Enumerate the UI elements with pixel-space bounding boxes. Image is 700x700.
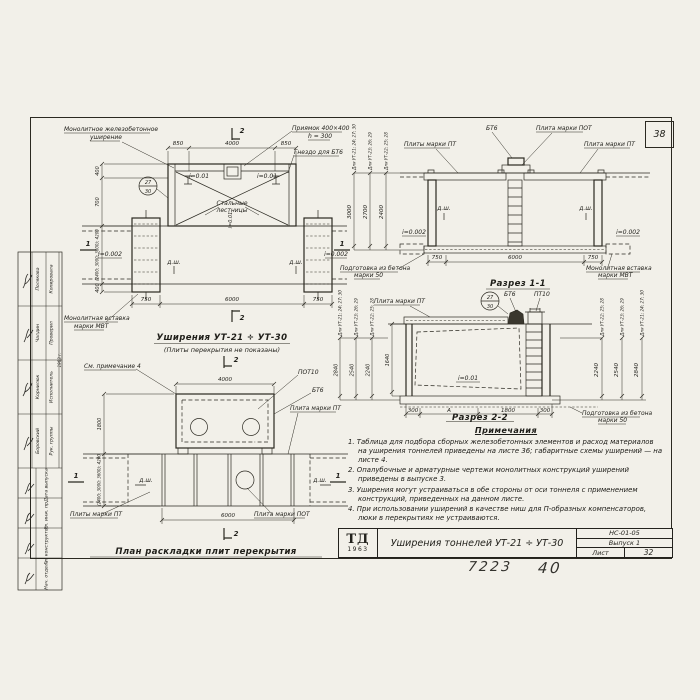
dim-label: 750 (587, 255, 599, 261)
label-plates-pt: Плиты марки ПТ (70, 511, 123, 518)
label-prep-2: марки 50 (354, 272, 384, 279)
plan-slabs-panel (58, 354, 353, 564)
issue-number: Выпуск 1 (577, 539, 672, 549)
section-mark-2: 2 (233, 356, 239, 364)
dim-label: 1800 (97, 417, 103, 431)
height-col-label: Для УТ-23; 26; 29 (367, 132, 373, 170)
height-col-label: Для УТ-22; 25; 28 (383, 132, 389, 170)
label-ladders: Стальные (216, 200, 248, 207)
section-mark-1: 1 (73, 472, 79, 480)
note-item: 1. Таблица для подбора сборных железобетонных элементов и расход материалов на уширения тоннелей приведены на листе 36; габаритные схемы уширений — на листе 4. (348, 438, 663, 465)
height-value: 2240 (594, 363, 600, 377)
label-note-ref: См. примечание 4 (84, 363, 141, 370)
detail-mark-bottom: 30 (486, 304, 494, 310)
height-col-label: Для УТ-21; 24; 27; 30 (351, 124, 357, 170)
dim-label: 4000 (225, 141, 239, 147)
label-deform-seam: д.ш. (313, 477, 327, 484)
label-deform-seam: д.ш. (139, 477, 153, 484)
label-plate-pt: Плита марки ПТ (584, 141, 635, 148)
height-value: 2840 (333, 363, 340, 377)
label-prep: Подготовка из бетона (340, 265, 411, 272)
section-1-1-panel (340, 118, 675, 290)
detail-mark-top: 27 (486, 295, 494, 301)
label-plate-pot: Плита марки ПОТ (254, 511, 310, 518)
corner-number: 38 (653, 129, 666, 140)
signature-stamp (16, 252, 64, 592)
stamp-name: Полякова (36, 267, 41, 291)
stamp-role: Рук. группы (49, 426, 55, 456)
height-value: 2540 (349, 363, 356, 377)
title-block (338, 528, 673, 558)
stamp-role: Копировала (49, 264, 55, 294)
sheet-row (577, 548, 672, 557)
section-2-2-panel (330, 288, 675, 424)
label-plate-pot: Плита марки ПОТ (536, 125, 592, 132)
label-slope: i=0.01 (256, 173, 278, 180)
section-title: Разрез 2-2 (451, 413, 509, 423)
plan-title: План раскладки плит перекрытия (115, 547, 297, 557)
stamp-role: Гл. инж. пр. (44, 500, 50, 530)
label-widening: Монолитное железобетонное (64, 126, 159, 133)
label-ladders-2: лестницы (216, 207, 248, 214)
notes-section (348, 426, 664, 524)
dim-label: 400 (95, 166, 101, 176)
organization-logo (339, 529, 378, 557)
height-value: 3000 (347, 205, 353, 219)
height-col-label: Для УТ-22; 25; 28 (369, 298, 375, 336)
dim-label: 6000 (225, 297, 239, 303)
dim-label: 300 (407, 408, 419, 414)
section-mark-1: 1 (335, 472, 341, 480)
label-plate-pt: Плита марки ПТ (374, 298, 425, 305)
label-insert-2: марки МВТ (74, 323, 109, 330)
section-mark-1: 1 (339, 240, 345, 248)
label-slope-center: i=0.01 (228, 211, 234, 229)
dim-label: 850 (280, 141, 292, 147)
label-pot10: ПОТ10 (298, 369, 319, 376)
stamp-role: Дата выпуска (44, 468, 50, 502)
label-socket-bt6: Гнездо для БТ6 (294, 149, 343, 156)
note-item: 3. Уширения могут устраиваться в обе стороны от оси тоннеля с применением конструкций, приведенных на данном листе. (348, 485, 638, 503)
label-pit: Приямок 400×400 (292, 125, 350, 132)
label-bt6: БТ6 (486, 125, 498, 132)
label-insert-2: марки МВТ (598, 272, 633, 279)
label-prep: Подготовка из бетона (582, 410, 653, 417)
dim-label: (2400; 3000; 3600); 4200 (94, 229, 100, 281)
height-col-label: Для УТ-22; 25; 28 (599, 298, 605, 336)
dim-label: 400 (95, 283, 101, 293)
label-slope: i=0.002 (616, 229, 640, 236)
section-mark-1: 1 (85, 240, 91, 248)
dim-label: 750 (140, 297, 152, 303)
height-value: 2400 (379, 205, 385, 219)
drawing-title: Уширения тоннелей УТ-21 ÷ УТ-30 (378, 529, 577, 557)
label-slope-right: i=0.002 (324, 251, 348, 258)
label-deform-seam: д.ш. (437, 205, 451, 212)
height-col-label: Для УТ-23; 26; 29 (353, 298, 359, 336)
sheet-label: Лист (592, 548, 609, 557)
section-mark-2: 2 (233, 530, 239, 538)
stamp-role: Проверил (49, 321, 55, 345)
logo-letters: ТД (346, 531, 370, 547)
label-slope: i=0.002 (402, 229, 426, 236)
plan-slabs-drawing (68, 356, 348, 557)
dim-label: 750 (312, 297, 324, 303)
height-col-label: Для УТ-23; 26; 29 (619, 298, 625, 336)
signature-marks (23, 274, 34, 584)
height-value: 2700 (363, 205, 369, 219)
plan-widening-drawing (64, 128, 350, 344)
stamp-role: Гл. конструктор (44, 525, 50, 565)
label-plate-pt: Плита марки ПТ (290, 405, 341, 412)
label-plates-pt: Плиты марки ПТ (404, 141, 457, 148)
label-widening-2: уширение (90, 134, 122, 141)
sheet-number: 32 (624, 548, 672, 557)
logo-year: 1963 (347, 545, 369, 553)
plan-title: Уширения УТ-21 ÷ УТ-30 (156, 333, 288, 343)
handwritten-code: 7223 (467, 559, 514, 575)
height-value: 2240 (365, 363, 372, 377)
label-deform-seam: д.ш. (579, 205, 593, 212)
label-deform-seam: д.ш. (167, 259, 181, 266)
height-value: 2840 (634, 363, 640, 377)
height-col-label: Для УТ-21; 24; 27; 30 (639, 290, 645, 336)
label-bt6: БТ6 (504, 291, 516, 298)
detail-mark-bottom: 30 (144, 189, 152, 195)
label-insert: Монолитная вставка (586, 265, 652, 272)
dim-label: 1800 (501, 408, 515, 414)
label-insert: Монолитная вставка (64, 315, 130, 322)
stamp-name: Чалдин (36, 323, 41, 343)
dim-label: 750 (431, 255, 443, 261)
label-deform-seam: д.ш. (289, 259, 303, 266)
height-col-label: Для УТ-21; 24; 27; 30 (337, 290, 343, 336)
section-mark-2: 2 (239, 127, 245, 135)
stamp-year: 1963 г. (56, 352, 62, 368)
label-bt6: БТ6 (312, 387, 324, 394)
document-code: НС-01-05 (577, 529, 672, 539)
section-mark-2: 2 (239, 314, 245, 322)
stamp-role: Нач. отдела (44, 560, 50, 590)
dim-label: 300 (539, 408, 551, 414)
plan-subtitle: (Плиты перекрытия не показаны) (163, 346, 281, 354)
notes-title: Примечания (474, 426, 538, 435)
dim-label: А (447, 408, 451, 414)
note-item: 4. При использовании уширений в качестве ниш для П-образных компенсаторов, люки в перекрытиях не устраиваются. (348, 504, 647, 522)
height-value: 2540 (614, 363, 620, 377)
label-slope-left: i=0.002 (98, 251, 122, 258)
title-block-right (577, 529, 672, 557)
dim-label: 700 (95, 197, 101, 207)
dim-label: 1640 (385, 353, 391, 367)
label-pt10: ПТ10 (534, 291, 550, 298)
stamp-role: Исполнитель (49, 371, 55, 403)
label-slope: i=0.01 (188, 173, 210, 180)
stamp-name: Корнилюк (36, 374, 41, 400)
dim-label: 4000 (218, 377, 232, 383)
label-pit-2: h = 300 (308, 133, 333, 140)
signature-stamp-grid (18, 252, 62, 590)
label-prep-2: марки 50 (598, 417, 628, 424)
dim-label: 6000 (508, 255, 522, 261)
detail-mark-top: 27 (144, 180, 152, 186)
label-slope: i=0.01 (457, 375, 479, 382)
section-title: Разрез 1-1 (489, 279, 547, 289)
stamp-name: Боровский (36, 428, 41, 454)
dim-label: 6000 (221, 513, 235, 519)
dim-label: 850 (172, 141, 184, 147)
dim-label: (2400; 3000; 3600); 4200 (96, 454, 102, 506)
handwritten-sheet-number: 40 (537, 559, 564, 577)
note-item: 2. Опалубочные и арматурные чертежи монолитных конструкций уширений приведены в выпуске 3. (348, 466, 629, 484)
plan-widening-panel (62, 118, 350, 356)
